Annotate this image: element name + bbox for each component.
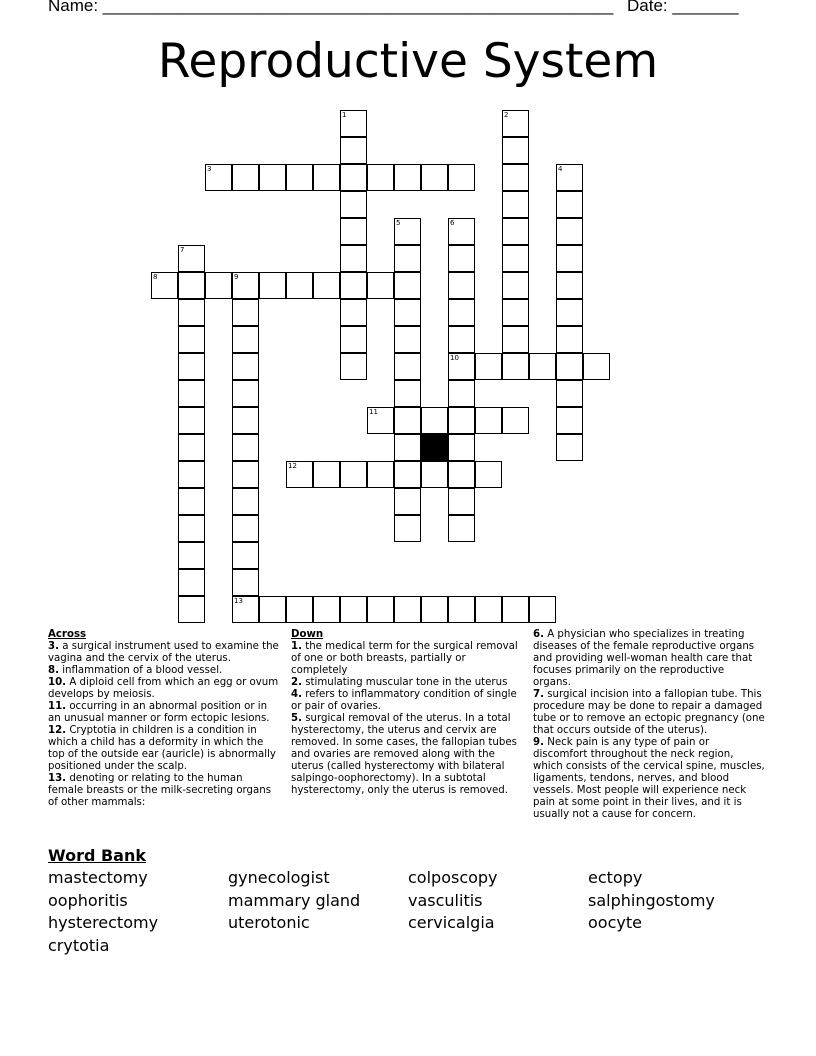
crossword-cell[interactable] (475, 461, 502, 488)
word-bank-item: mammary gland (228, 891, 361, 910)
clue-across-4 (48, 725, 280, 773)
crossword-cell[interactable] (394, 407, 421, 434)
clue-number-label: 1 (342, 111, 347, 119)
crossword-cell[interactable] (448, 272, 475, 299)
crossword-cell[interactable] (448, 326, 475, 353)
crossword-cell[interactable] (421, 407, 448, 434)
word-bank-item: salphingostomy (588, 891, 715, 910)
crossword-cell[interactable] (421, 596, 448, 623)
crossword-cell[interactable] (340, 191, 367, 218)
crossword-cell[interactable] (394, 272, 421, 299)
crossword-cell[interactable] (394, 596, 421, 623)
crossword-cell[interactable] (502, 164, 529, 191)
crossword-cell[interactable] (178, 353, 205, 380)
crossword-cell[interactable] (556, 326, 583, 353)
clue-text: stimulating muscular tone in the uterus (305, 677, 508, 688)
crossword-cell[interactable] (286, 596, 313, 623)
clue-text: Cryptotia in children is a condition in which a child has a deformity in which the top of the outside ear (auricle) is abnormally positioned under the scalp. (48, 725, 276, 772)
crossword-cell[interactable] (178, 326, 205, 353)
crossword-cell[interactable] (394, 218, 421, 245)
crossword-cell[interactable] (286, 461, 313, 488)
crossword-cell[interactable] (340, 299, 367, 326)
crossword-cell[interactable] (232, 272, 259, 299)
crossword-cell[interactable] (448, 380, 475, 407)
crossword-cell[interactable] (367, 596, 394, 623)
crossword-cell[interactable] (448, 218, 475, 245)
clue-text: surgical incision into a fallopian tube. This procedure may be done to repair a damaged tube or to remove an ectopic pregnancy (one that occurs outside of the uterus). (533, 689, 765, 736)
crossword-cell[interactable] (178, 488, 205, 515)
crossword-cell[interactable] (340, 110, 367, 137)
clue-number: 11. (48, 701, 67, 712)
crossword-cell[interactable] (232, 515, 259, 542)
clue-number: 12. (48, 725, 67, 736)
crossword-cell[interactable] (232, 299, 259, 326)
crossword-cell[interactable] (232, 488, 259, 515)
crossword-cell[interactable] (394, 380, 421, 407)
crossword-cell[interactable] (556, 218, 583, 245)
clue-number-label: 7 (180, 246, 185, 254)
name-line[interactable]: Name: ______________________________________________________ (48, 0, 614, 15)
crossword-cell[interactable] (394, 488, 421, 515)
crossword-cell[interactable] (259, 272, 286, 299)
crossword-cell[interactable] (178, 434, 205, 461)
crossword-cell[interactable] (502, 137, 529, 164)
crossword-cell[interactable] (313, 596, 340, 623)
clue-down_cont-2 (533, 737, 765, 821)
crossword-cell[interactable] (556, 164, 583, 191)
crossword-cell[interactable] (232, 407, 259, 434)
clue-text: the medical term for the surgical removal of one or both breasts, partially or completely (291, 641, 518, 676)
date-line[interactable]: Date: _______ (627, 0, 739, 15)
crossword-cell[interactable] (340, 272, 367, 299)
clue-across-1 (48, 665, 280, 677)
crossword-cell[interactable] (502, 218, 529, 245)
word-bank-item: colposcopy (408, 868, 498, 887)
crossword-cell[interactable] (448, 299, 475, 326)
across-heading: Across (48, 629, 87, 640)
clue-number-label: 12 (288, 462, 297, 470)
word-bank-item: ectopy (588, 868, 643, 887)
clue-down-1 (291, 677, 523, 689)
crossword-cell[interactable] (421, 164, 448, 191)
clue-across-5 (48, 773, 280, 809)
clue-number: 7. (533, 689, 544, 700)
clue-number-label: 10 (450, 354, 459, 362)
crossword-cell[interactable] (502, 110, 529, 137)
clue-text: surgical removal of the uterus. In a total hysterectomy, the uterus and cervix are removed. In some cases, the fallopian tubes and ovaries are removed along with the uterus (called hysterectomy with bilateral salpingo-oophorectomy). In a subtotal hysterectomy, only the uterus is removed. (291, 713, 517, 796)
clue-text: A physician who specializes in treating diseases of the female reproductive organs and providing well-woman health care that focuses primarily on the reproductive organs. (533, 629, 755, 688)
clue-text: denoting or relating to the human female breasts or the milk-secreting organs of other mammals: (48, 773, 272, 808)
crossword-cell[interactable] (313, 272, 340, 299)
clue-number: 9. (533, 737, 544, 748)
crossword-cell[interactable] (340, 218, 367, 245)
across-clues (48, 629, 280, 809)
crossword-cell[interactable] (502, 299, 529, 326)
crossword-cell[interactable] (556, 434, 583, 461)
word-bank-item: gynecologist (228, 868, 330, 887)
crossword-cell[interactable] (259, 164, 286, 191)
crossword-cell[interactable] (286, 164, 313, 191)
crossword-cell[interactable] (394, 353, 421, 380)
clue-number: 10. (48, 677, 67, 688)
crossword-cell[interactable] (178, 515, 205, 542)
clue-number: 2. (291, 677, 302, 688)
crossword-cell[interactable] (394, 245, 421, 272)
crossword-cell[interactable] (340, 164, 367, 191)
crossword-cell[interactable] (178, 272, 205, 299)
crossword-cell[interactable] (178, 380, 205, 407)
crossword-cell[interactable] (367, 164, 394, 191)
down-clues-continued (533, 629, 765, 821)
crossword-cell[interactable] (448, 515, 475, 542)
crossword-cell[interactable] (259, 596, 286, 623)
crossword-cell[interactable] (178, 461, 205, 488)
crossword-cell[interactable] (529, 353, 556, 380)
clue-down-3 (291, 713, 523, 797)
word-bank-item: oophoritis (48, 891, 128, 910)
crossword-cell[interactable] (178, 407, 205, 434)
crossword-cell[interactable] (232, 569, 259, 596)
crossword-cell[interactable] (232, 542, 259, 569)
crossword-cell[interactable] (232, 380, 259, 407)
clue-number-label: 4 (558, 165, 563, 173)
word-bank-item: cervicalgia (408, 913, 495, 932)
clue-text: A diploid cell from which an egg or ovum develops by meiosis. (48, 677, 279, 700)
crossword-cell[interactable] (394, 164, 421, 191)
clue-text: Neck pain is any type of pain or discomfort throughout the neck region, which consists of the cervical spine, muscles, ligaments, tendons, nerves, and blood vessels. Most people will experience neck pain at some point in their lives, and it is usually not a cause for concern. (533, 737, 765, 820)
crossword-cell[interactable] (448, 488, 475, 515)
crossword-cell[interactable] (232, 596, 259, 623)
clue-number: 1. (291, 641, 302, 652)
clue-number-label: 3 (207, 165, 212, 173)
clue-number-label: 9 (234, 273, 239, 281)
crossword-cell[interactable] (151, 272, 178, 299)
crossword-cell[interactable] (556, 380, 583, 407)
crossword-cell[interactable] (394, 515, 421, 542)
crossword-cell[interactable] (286, 272, 313, 299)
crossword-cell[interactable] (556, 407, 583, 434)
clue-text: occurring in an abnormal position or in an unusual manner or form ectopic lesions. (48, 701, 270, 724)
clue-across-2 (48, 677, 280, 701)
clue-down-0 (291, 641, 523, 677)
crossword-cell[interactable] (475, 353, 502, 380)
crossword-cell[interactable] (367, 407, 394, 434)
crossword-cell[interactable] (340, 326, 367, 353)
clue-number-label: 5 (396, 219, 401, 227)
crossword-cell[interactable] (448, 407, 475, 434)
clue-number: 5. (291, 713, 302, 724)
clue-number: 4. (291, 689, 302, 700)
word-bank-title: Word Bank (48, 846, 147, 865)
crossword-cell[interactable] (448, 596, 475, 623)
crossword-cell[interactable] (394, 299, 421, 326)
crossword-cell[interactable] (340, 245, 367, 272)
crossword-cell[interactable] (475, 407, 502, 434)
crossword-cell[interactable] (394, 461, 421, 488)
clue-across-0 (48, 641, 280, 665)
crossword-cell[interactable] (502, 407, 529, 434)
crossword-cell[interactable] (448, 353, 475, 380)
crossword-cell[interactable] (448, 245, 475, 272)
crossword-cell[interactable] (502, 191, 529, 218)
crossword-cell[interactable] (232, 434, 259, 461)
word-bank-item: vasculitis (408, 891, 483, 910)
crossword-cell[interactable] (421, 461, 448, 488)
crossword-cell[interactable] (556, 191, 583, 218)
word-bank-item: uterotonic (228, 913, 310, 932)
word-bank-item: hysterectomy (48, 913, 159, 932)
crossword-cell[interactable] (502, 353, 529, 380)
crossword-cell[interactable] (313, 461, 340, 488)
crossword-cell[interactable] (502, 596, 529, 623)
crossword-cell[interactable] (556, 353, 583, 380)
down-clues (291, 629, 523, 797)
crossword-cell[interactable] (232, 353, 259, 380)
crossword-cell[interactable] (394, 434, 421, 461)
crossword-cell[interactable] (583, 353, 610, 380)
crossword-cell[interactable] (232, 326, 259, 353)
crossword-cell[interactable] (448, 164, 475, 191)
word-bank-item: crytotia (48, 936, 110, 955)
crossword-cell[interactable] (340, 461, 367, 488)
clue-number: 6. (533, 629, 544, 640)
clue-down-2 (291, 689, 523, 713)
crossword-cell[interactable] (178, 245, 205, 272)
crossword-cell[interactable] (502, 326, 529, 353)
clue-down_cont-0 (533, 629, 765, 689)
word-bank-item: mastectomy (48, 868, 148, 887)
clue-number-label: 11 (369, 408, 378, 416)
crossword-cell[interactable] (340, 137, 367, 164)
clue-number: 13. (48, 773, 67, 784)
crossword-cell[interactable] (502, 272, 529, 299)
crossword-cell[interactable] (367, 272, 394, 299)
crossword-cell[interactable] (475, 596, 502, 623)
clue-number: 8. (48, 665, 59, 676)
clue-number-label: 6 (450, 219, 455, 227)
clue-text: inflammation of a blood vessel. (62, 665, 223, 676)
clue-text: a surgical instrument used to examine the vagina and the cervix of the uterus. (48, 641, 279, 664)
crossword-cell[interactable] (232, 164, 259, 191)
crossword-cell[interactable] (448, 461, 475, 488)
crossword-cell[interactable] (340, 596, 367, 623)
crossword-cell[interactable] (205, 272, 232, 299)
crossword-cell[interactable] (502, 245, 529, 272)
crossword-cell[interactable] (529, 596, 556, 623)
page-title: Reproductive System (157, 34, 659, 89)
crossword-cell[interactable] (178, 569, 205, 596)
crossword-cell[interactable] (178, 299, 205, 326)
crossword-cell[interactable] (178, 596, 205, 623)
crossword-cell[interactable] (556, 245, 583, 272)
clue-across-3 (48, 701, 280, 725)
clue-text: refers to inflammatory condition of single or pair of ovaries. (291, 689, 517, 712)
crossword-cell[interactable] (394, 326, 421, 353)
crossword-cell[interactable] (556, 272, 583, 299)
clue-number-label: 13 (234, 597, 243, 605)
crossword-cell[interactable] (178, 542, 205, 569)
crossword-cell[interactable] (313, 164, 340, 191)
crossword-black-cell (421, 434, 448, 461)
clue-number: 3. (48, 641, 59, 652)
crossword-cell[interactable] (232, 461, 259, 488)
crossword-cell[interactable] (556, 299, 583, 326)
crossword-cell[interactable] (340, 353, 367, 380)
clue-number-label: 8 (153, 273, 158, 281)
crossword-cell[interactable] (205, 164, 232, 191)
clue-number-label: 2 (504, 111, 509, 119)
crossword-cell[interactable] (448, 434, 475, 461)
word-bank-item: oocyte (588, 913, 642, 932)
down-heading: Down (291, 629, 324, 640)
crossword-cell[interactable] (367, 461, 394, 488)
clue-down_cont-1 (533, 689, 765, 737)
